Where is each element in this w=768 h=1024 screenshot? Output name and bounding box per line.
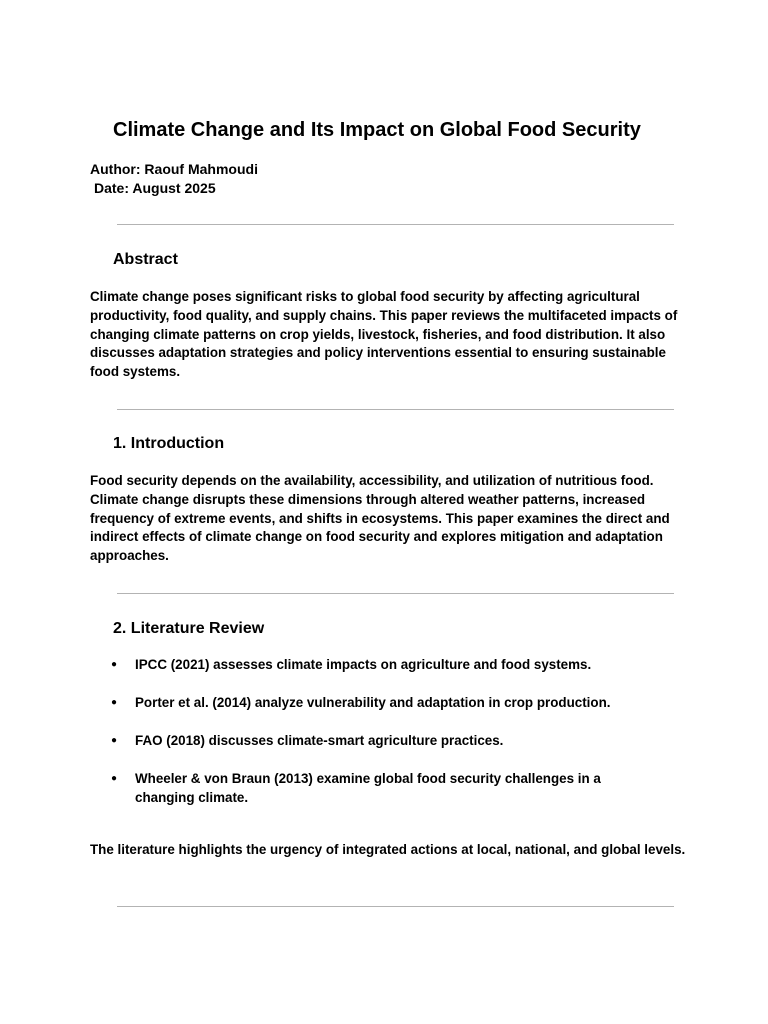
section-divider [117,409,674,410]
section-divider [117,224,674,225]
bullet-icon: ● [111,735,118,746]
section-divider [117,906,674,907]
bullet-icon: ● [111,773,118,784]
author-line: Author: Raouf Mahmoudi [90,161,258,177]
abstract-text: Climate change poses significant risks to global food security by affecting agricultural productivity, food quality, and supply chains. This paper reviews the multifaceted impacts of changing climate patterns on crop yields, livestock, fisheries, and food distribution. It also discusses adaptation strategies and policy interventions essential to ensuring sustainable food systems. [90,289,678,380]
introduction-text: Food security depends on the availability, accessibility, and utilization of nutritious food. Climate change disrupts these dimensions through altered weather patterns, increased frequency of extreme events, and shifts in ecosystems. This paper examines the direct and indirect effects of climate change on food security and explores mitigation and adaptation approaches. [90,473,670,564]
abstract-heading: Abstract [113,251,178,268]
literature-item-text: Porter et al. (2014) analyze vulnerability and adaptation in crop production. [135,695,611,710]
bullet-icon: ● [111,697,118,708]
literature-review-heading: 2. Literature Review [113,620,265,637]
literature-conclusion-text: The literature highlights the urgency of integrated actions at local, national, and global levels. [90,842,686,857]
literature-item-text: FAO (2018) discusses climate-smart agriculture practices. [135,733,504,748]
literature-item-text: IPCC (2021) assesses climate impacts on agriculture and food systems. [135,657,592,672]
literature-item-text: Wheeler & von Braun (2013) examine global food security challenges in a changing climate. [135,771,601,805]
introduction-heading: 1. Introduction [113,435,225,452]
bullet-icon: ● [111,659,118,670]
paper-title: Climate Change and Its Impact on Global Food Security [113,119,641,141]
section-divider [117,593,674,594]
date-line: Date: August 2025 [94,180,216,196]
